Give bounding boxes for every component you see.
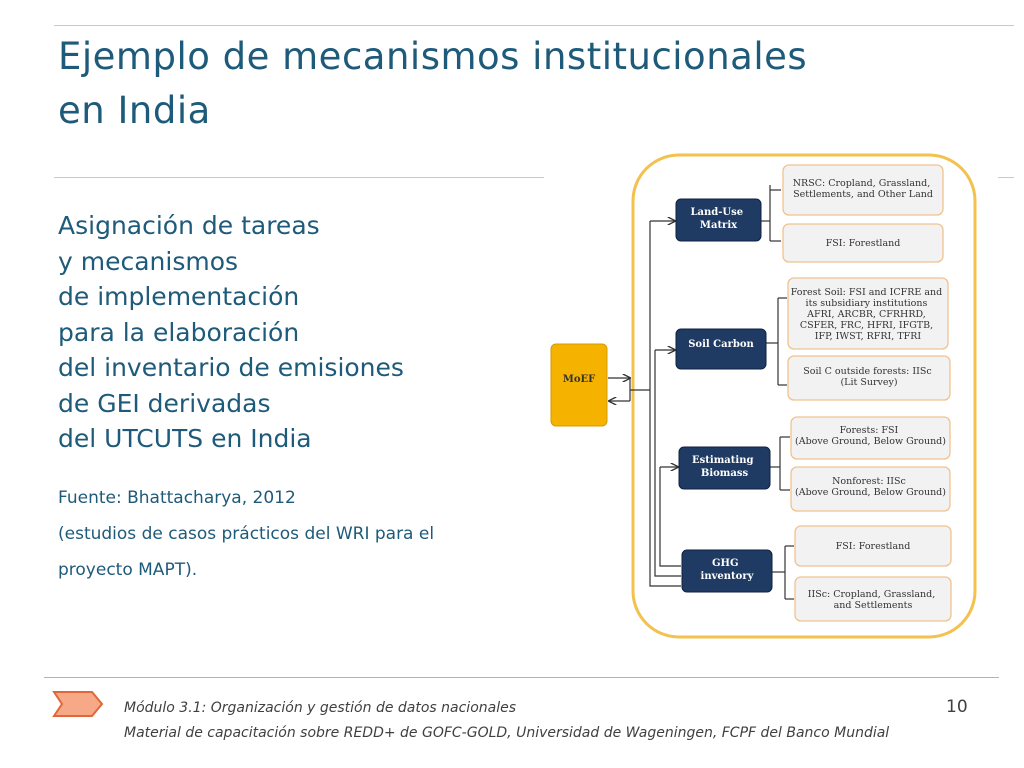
moef-label: MoEF — [562, 374, 596, 385]
item-text: Forests: FSI — [839, 425, 899, 436]
category-ghg-inventory — [682, 550, 772, 592]
item-text: Settlements, and Other Land — [793, 189, 933, 200]
item-text: NRSC: Cropland, Grassland, — [792, 178, 931, 189]
item-forests-fsi — [791, 417, 950, 459]
item-text: FSI: Forestland — [835, 541, 911, 552]
chevron-arrow-icon — [52, 690, 104, 718]
source-line: Fuente: Bhattacharya, 2012 — [58, 488, 296, 508]
item-text: (Above Ground, Below Ground) — [795, 487, 946, 498]
item-text: IFP, IWST, RFRI, TFRI — [814, 331, 922, 342]
category-label: Estimating — [692, 455, 754, 466]
item-text: CSFER, FRC, HFRI, IFGTB, — [799, 320, 934, 331]
subtitle-line: de GEI derivadas — [58, 388, 271, 418]
svg-text:NRSC: Cropland, Grassland, — [793, 178, 934, 200]
item-text: and Settlements — [833, 600, 913, 611]
svg-text:FSI: Forestland — [826, 238, 901, 249]
item-text: its subsidiary institutions — [805, 298, 928, 309]
footer-credits: Material de capacitación sobre REDD+ de GOFC-GOLD, Universidad de Wageningen, FCPF del Banco Mundial — [124, 725, 890, 741]
item-text: FSI: Forestland — [825, 238, 901, 249]
category-label: Matrix — [699, 220, 738, 231]
category-label: Land-Use — [690, 207, 744, 218]
subtitle-line: Asignación de tareas — [58, 211, 320, 240]
category-label: inventory — [700, 571, 754, 582]
item-text: Nonforest: IISc — [832, 476, 906, 487]
category-label: Biomass — [700, 468, 749, 479]
page-number: 10 — [946, 697, 968, 717]
item-iisc-cropland — [795, 577, 951, 621]
category-label: Soil Carbon — [688, 339, 754, 350]
category-label: GHG — [711, 558, 739, 569]
moef-box — [551, 344, 607, 426]
item-text: Soil C outside forests: IISc — [803, 366, 932, 377]
item-text: (Lit Survey) — [840, 377, 898, 388]
subtitle-line: del UTCUTS en India — [58, 424, 312, 453]
footer-text — [124, 696, 889, 746]
category-estimating-biomass — [679, 447, 770, 489]
category-land-use — [676, 199, 761, 241]
item-text: IISc: Cropland, Grassland, — [807, 589, 936, 600]
item-text: (Above Ground, Below Ground) — [795, 436, 946, 447]
svg-text:FSI: Forestland — [836, 541, 911, 552]
subtitle-line: y mecanismos — [58, 246, 239, 276]
item-soil-c-outside — [788, 356, 950, 400]
subtitle-line: del inventario de emisiones — [58, 353, 404, 382]
item-fsi-forestland-2 — [795, 526, 951, 566]
title-line-2: en India — [58, 89, 211, 132]
item-text: Forest Soil: FSI and ICFRE and — [790, 287, 943, 298]
source-line: proyecto MAPT). — [58, 560, 198, 580]
footer-module: Módulo 3.1: Organización y gestión de datos nacionales — [124, 700, 517, 716]
source-line: (estudios de casos prácticos del WRI para el — [58, 524, 435, 544]
svg-text:Soil Carbon — [688, 339, 754, 350]
subtitle-line: para la elaboración — [58, 317, 300, 347]
item-nonforest-iisc — [791, 467, 950, 511]
category-soil-carbon — [676, 329, 766, 369]
item-fsi-forestland-1 — [783, 224, 943, 262]
title-line-1: Ejemplo de mecanismos institucionales — [58, 35, 808, 78]
item-nrsc — [783, 165, 943, 215]
item-forest-soil — [788, 278, 948, 349]
item-text: AFRI, ARCBR, CFRHRD, — [807, 309, 926, 320]
subtitle-line: de implementación — [58, 282, 300, 311]
